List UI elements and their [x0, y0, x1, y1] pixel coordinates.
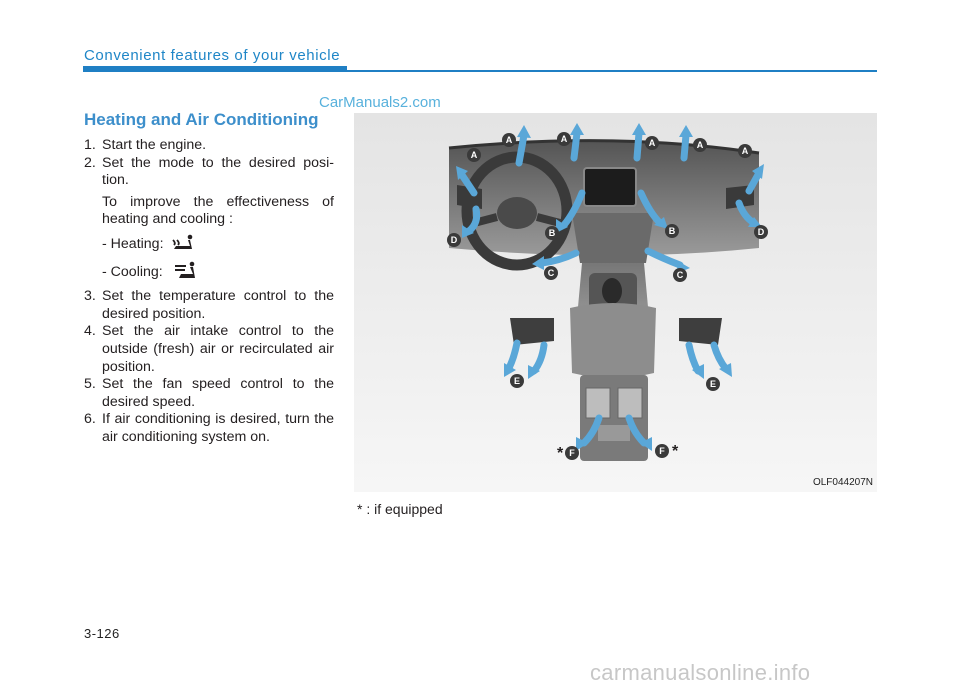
step-number: 2. [84, 154, 96, 171]
heating-label: - Heating: [102, 235, 164, 252]
vent-label: A [470, 150, 478, 160]
step-1 [84, 137, 334, 155]
step-number: 3. [84, 288, 96, 305]
vent-label: F [569, 448, 575, 458]
figure-code: OLF044207N [812, 477, 873, 488]
watermark-top: CarManuals2.com [319, 94, 441, 111]
vent-label: A [648, 138, 656, 148]
header-title: Convenient features of your vehicle [84, 47, 341, 64]
step-2 [84, 155, 334, 190]
dashboard-illustration [354, 113, 877, 492]
step-text: Set the temperature control to the desired position. [102, 288, 334, 322]
vent-diagram [354, 113, 877, 492]
step-6 [84, 411, 334, 446]
step-4 [84, 323, 334, 376]
asterisk-mark: * [557, 445, 564, 462]
page-number: 3-126 [84, 626, 120, 641]
vent-label: A [505, 135, 513, 145]
section-title: Heating and Air Conditioning [84, 110, 319, 129]
header-bar [83, 66, 347, 72]
header-rule [347, 70, 877, 72]
step-text: Start the engine. [102, 137, 207, 153]
step-3 [84, 288, 334, 323]
vent-label: C [547, 268, 555, 278]
improve-text: To improve the effectiveness of heating and cooling : [102, 193, 334, 228]
steps-list [84, 137, 334, 447]
vent-label: A [560, 134, 568, 144]
vent-label: A [696, 140, 704, 150]
step-text: Set the air intake control to the outside (fresh) air or recirculated air position. [102, 323, 334, 375]
watermark-bottom: carmanualsonline.info [590, 660, 811, 685]
step-text: If air conditioning is desired, turn the air conditioning system on. [102, 411, 334, 445]
vent-label: C [676, 270, 684, 280]
heating-mode [84, 234, 334, 256]
cooling-mode-icon [173, 261, 199, 285]
cooling-mode [84, 261, 334, 285]
vent-label: E [513, 376, 521, 386]
vent-label: B [668, 226, 676, 236]
vent-label: D [450, 235, 458, 245]
step-text: Set the fan speed control to the desired speed. [102, 376, 334, 410]
heating-mode-icon [170, 234, 196, 256]
step-number: 6. [84, 411, 96, 428]
step-number: 1. [84, 137, 96, 153]
footnote: * : if equipped [357, 501, 443, 517]
vent-label: B [548, 228, 556, 238]
vent-label: F [659, 446, 665, 456]
step-number: 4. [84, 323, 96, 340]
vent-label: A [741, 146, 749, 156]
step-5 [84, 376, 334, 411]
vent-label: E [709, 379, 717, 389]
asterisk-mark: * [672, 443, 679, 460]
vent-label: D [757, 227, 765, 237]
step-number: 5. [84, 376, 96, 393]
cooling-label: - Cooling: [102, 263, 163, 280]
step-text: Set the mode to the desired posi-tion. [102, 154, 334, 189]
